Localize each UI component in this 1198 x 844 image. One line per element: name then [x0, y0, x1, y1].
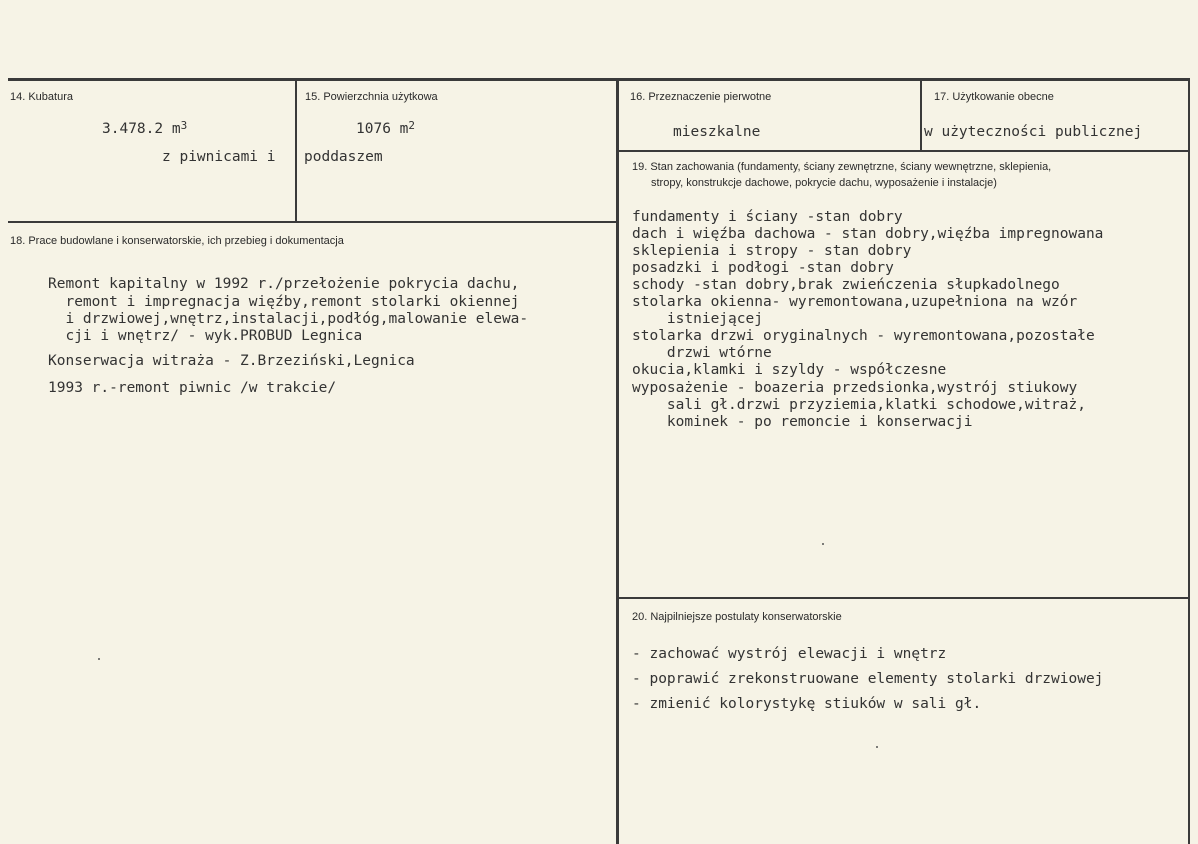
stan-line: kominek - po remoncie i konserwacji — [632, 414, 973, 430]
stan-line: okucia,klamki i szyldy - współczesne — [632, 362, 947, 378]
prace-line: 1993 r.-remont piwnic /w trakcie/ — [48, 380, 337, 396]
stan-line: posadzki i podłogi -stan dobry — [632, 260, 894, 276]
stan-line: schody -stan dobry,brak zwieńczenia słupkadolnego — [632, 277, 1060, 293]
stan-line: fundamenty i ściany -stan dobry — [632, 209, 903, 225]
stan-line: stolarka okienna- wyremontowana,uzupełniona na wzór — [632, 294, 1078, 310]
stan-label-cont: stropy, konstrukcje dachowe, pokrycie dachu, wyposażenie i instalacje) — [651, 177, 997, 189]
prace-line: remont i impregnacja więźby,remont stolarki okiennej — [48, 294, 520, 310]
kubatura-value: 3.478.2 $m^3$ — [102, 119, 188, 137]
stan-line: istniejącej — [632, 311, 763, 327]
right-rule — [1188, 80, 1190, 844]
mid-left-rule — [8, 221, 617, 223]
prace-line: cji i wnętrz/ - wyk.PROBUD Legnica — [48, 328, 363, 344]
przeznaczenie-label: 16. Przeznaczenie pierwotne — [630, 91, 772, 103]
prace-line: Konserwacja witraża - Z.Brzeziński,Legnica — [48, 353, 415, 369]
stan-line: dach i więźba dachowa - stan dobry,więźba impregnowana — [632, 226, 1104, 242]
postulat-item: - poprawić zrekonstruowane elementy stolarki drzwiowej — [632, 671, 1104, 687]
stan-line: drzwi wtórne — [632, 345, 772, 361]
uzytkowanie-value: w użyteczności publicznej — [924, 124, 1143, 140]
postulat-item: - zmienić kolorystykę stiuków w sali gł. — [632, 696, 982, 712]
paper-speck — [822, 543, 824, 545]
powierzchnia-label: 15. Powierzchnia użytkowa — [305, 91, 438, 103]
powierzchnia-note: poddaszem — [304, 149, 383, 165]
vrule-16-17 — [920, 80, 922, 151]
stan-line: sklepienia i stropy - stan dobry — [632, 243, 912, 259]
prace-line: i drzwiowej,wnętrz,instalacji,podłóg,malowanie elewa- — [48, 311, 529, 327]
prace-label: 18. Prace budowlane i konserwatorskie, ich przebieg i dokumentacja — [10, 235, 344, 247]
stan-line: wyposażenie - boazeria przedsionka,wystrój stiukowy — [632, 380, 1078, 396]
stan-line: sali gł.drzwi przyziemia,klatki schodowe,witraż, — [632, 397, 1086, 413]
stan-label: 19. Stan zachowania (fundamenty, ściany zewnętrzne, ściany wewnętrzne, sklepienia, — [632, 161, 1052, 173]
powierzchnia-value: 1076 $m^2$ — [356, 119, 416, 137]
paper-speck — [98, 658, 100, 660]
przeznaczenie-value: mieszkalne — [673, 124, 761, 140]
rule-16-17-bottom — [617, 150, 1190, 152]
postulat-item: - zachować wystrój elewacji i wnętrz — [632, 646, 947, 662]
vrule-center — [616, 80, 619, 844]
paper-speck — [876, 746, 878, 748]
vrule-14-15 — [295, 80, 297, 222]
rule-19-bottom — [617, 597, 1190, 599]
prace-line: Remont kapitalny w 1992 r./przełożenie pokrycia dachu, — [48, 276, 520, 292]
top-rule — [8, 78, 1190, 81]
kubatura-note: z piwnicami i — [162, 149, 276, 165]
stan-line: stolarka drzwi oryginalnych - wyremontowana,pozostałe — [632, 328, 1095, 344]
kubatura-label: 14. Kubatura — [10, 91, 73, 103]
postulaty-label: 20. Najpilniejsze postulaty konserwatorskie — [632, 611, 842, 623]
uzytkowanie-label: 17. Użytkowanie obecne — [934, 91, 1054, 103]
